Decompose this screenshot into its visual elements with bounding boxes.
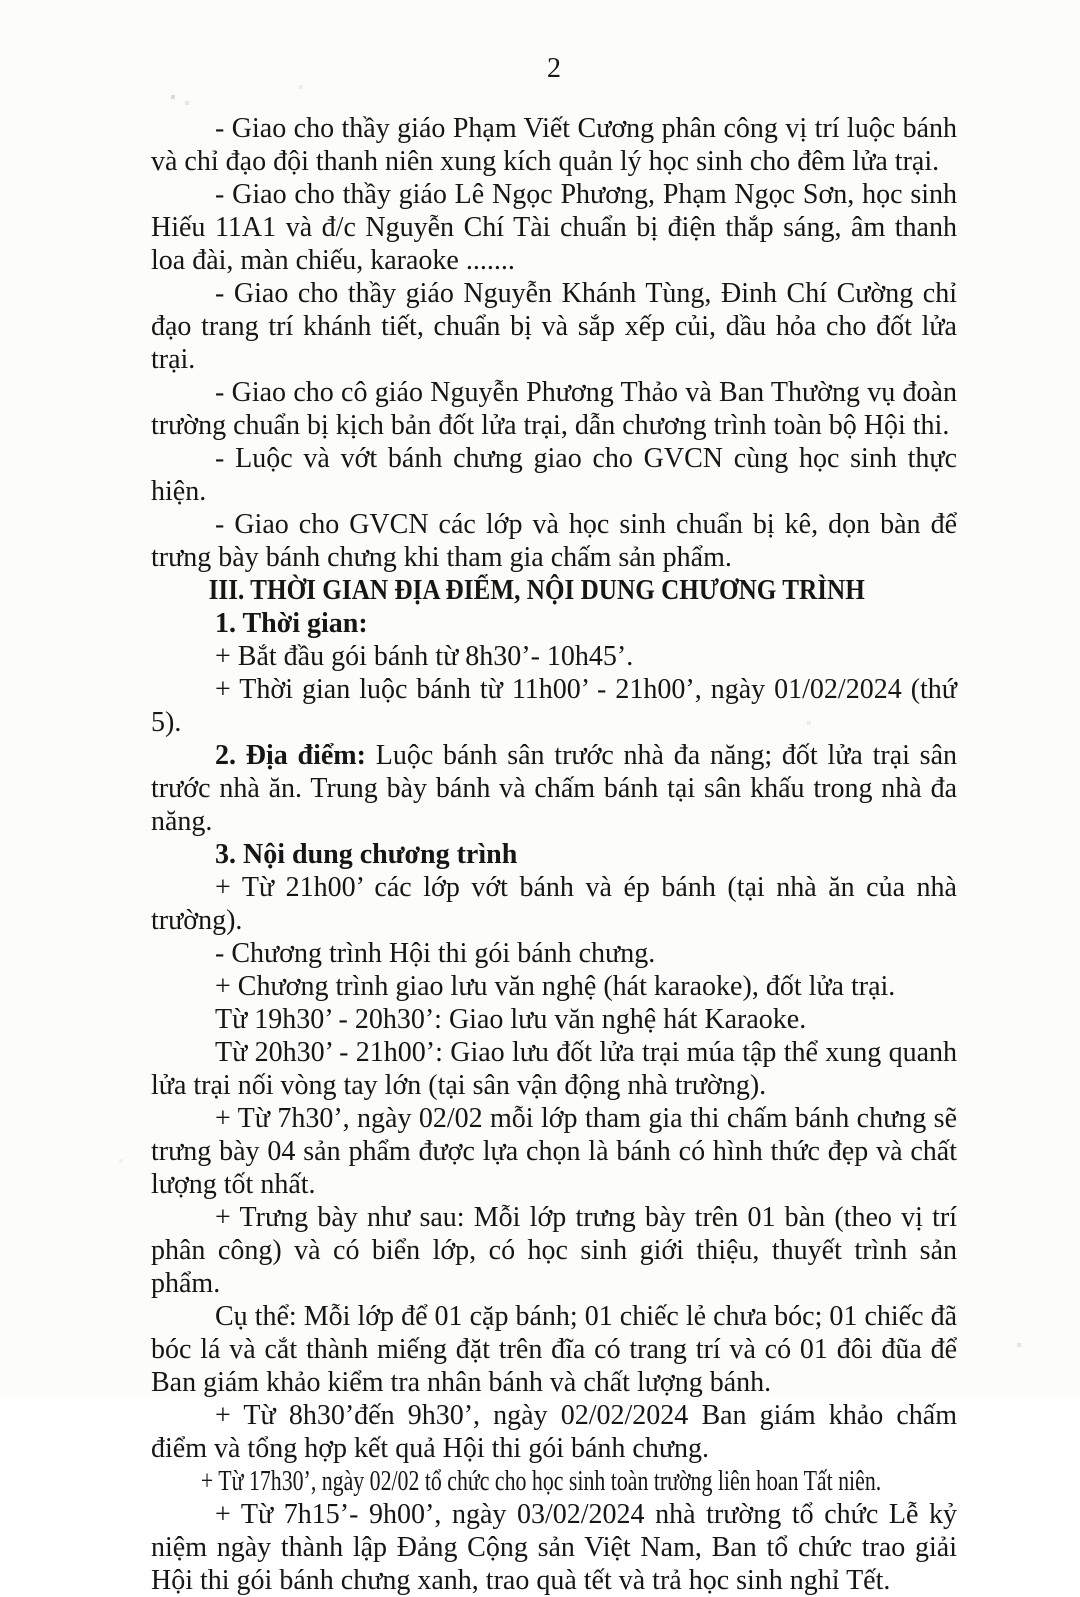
para-assignment-nguyen-khanh-tung: - Giao cho thầy giáo Nguyễn Khánh Tùng, Đinh Chí Cường chỉ đạo trang trí khánh tiết, chuẩn bị và sắp xếp củi, dầu hỏa cho đốt lửa trại. <box>151 278 957 375</box>
para-assignment-le-ngoc-phuong: - Giao cho thầy giáo Lê Ngọc Phương, Phạm Ngọc Sơn, học sinh Hiếu 11A1 và đ/c Nguyễn Chí Tài chuẩn bị điện thắp sáng, âm thanh loa đài, màn chiếu, karaoke ....... <box>151 179 957 276</box>
para-dia-diem-lead: 2. Địa điểm: <box>215 740 366 771</box>
para-trung-bay-quy-dinh: + Trưng bày như sau: Mỗi lớp trưng bày trên 01 bàn (theo vị trí phân công) và có biển lớp, có học sinh giới thiệu, thuyết trình sản phẩm. <box>151 1202 957 1299</box>
para-chuong-trinh-hoi-thi: - Chương trình Hội thi gói bánh chưng. <box>215 938 656 969</box>
scan-noise <box>0 0 2 2</box>
para-dia-diem-body: Luộc bánh sân trước nhà đa năng; đốt lửa trại sân trước nhà ăn. Trung bày bánh và chấm bánh tại sân khấu trong nhà đa năng. <box>151 740 957 837</box>
document-body <box>151 52 957 1597</box>
para-assignment-pham-viet-cuong: - Giao cho thầy giáo Phạm Viết Cương phân công vị trí luộc bánh và chỉ đạo đội thanh niên xung kích quản lý học sinh cho đêm lửa trại. <box>151 113 957 177</box>
para-vot-ep-banh: + Từ 21h00’ các lớp vớt bánh và ép bánh (tại nhà ăn của nhà trường). <box>151 872 957 936</box>
para-cu-the: Cụ thể: Mỗi lớp để 01 cặp bánh; 01 chiếc lẻ chưa bóc; 01 chiếc đã bóc lá và cắt thành miếng đặt trên đĩa có trang trí và có 01 đôi đũa để Ban giám khảo kiểm tra nhân bánh và chất lượng bánh. <box>151 1301 957 1398</box>
para-trung-bay-7h30: + Từ 7h30’, ngày 02/02 mỗi lớp tham gia thi chấm bánh chưng sẽ trưng bày 04 sản phẩm được lựa chọn là bánh có hình thức đẹp và chất lượng tốt nhất. <box>151 1103 957 1200</box>
para-le-ky-niem: + Từ 7h15’- 9h00’, ngày 03/02/2024 nhà trường tổ chức Lễ kỷ niệm ngày thành lập Đảng Cộng sản Việt Nam, Ban tổ chức trao giải Hội thi gói bánh chưng xanh, trao quà tết và trả học sinh nghỉ Tết. <box>151 1499 957 1596</box>
para-giao-luu-van-nghe: + Chương trình giao lưu văn nghệ (hát karaoke), đốt lửa trại. <box>215 971 896 1002</box>
para-lich-lua-trai: Từ 20h30’ - 21h00’: Giao lưu đốt lửa trại múa tập thể xung quanh lửa trại nối vòng tay lớn (tại sân vận động nhà trường). <box>151 1037 957 1101</box>
para-assignment-gvcn-trung-bay: - Giao cho GVCN các lớp và học sinh chuẩn bị kê, dọn bàn để trưng bày bánh chưng khi tham gia chấm sản phẩm. <box>151 509 957 573</box>
page-number: 2 <box>547 53 561 84</box>
para-cham-diem: + Từ 8h30’đến 9h30’, ngày 02/02/2024 Ban giám khảo chấm điểm và tổng hợp kết quả Hội thi gói bánh chưng. <box>151 1400 957 1464</box>
subheading-thoi-gian: 1. Thời gian: <box>215 608 368 639</box>
para-lien-hoan-tat-nien: + Từ 17h30’, ngày 02/02 tổ chức cho học sinh toàn trường liên hoan Tất niên. <box>200 1466 882 1497</box>
para-assignment-nguyen-phuong-thao: - Giao cho cô giáo Nguyễn Phương Thảo và Ban Thường vụ đoàn trường chuẩn bị kịch bản đốt lửa trại, dẫn chương trình toàn bộ Hội thi. <box>151 377 957 441</box>
section-heading-iii: III. THỜI GIAN ĐỊA ĐIỂM, NỘI DUNG CHƯƠNG TRÌNH <box>208 575 865 606</box>
para-lich-karaoke: Từ 19h30’ - 20h30’: Giao lưu văn nghệ hát Karaoke. <box>215 1004 807 1035</box>
subheading-noi-dung: 3. Nội dung chương trình <box>215 839 518 870</box>
para-dia-diem <box>151 739 957 838</box>
para-assignment-luoc-vot-banh: - Luộc và vớt bánh chưng giao cho GVCN cùng học sinh thực hiện. <box>151 443 957 507</box>
para-gio-goi-banh: + Bắt đầu gói bánh từ 8h30’- 10h45’. <box>215 641 634 672</box>
para-gio-luoc-banh: + Thời gian luộc bánh từ 11h00’ - 21h00’, ngày 01/02/2024 (thứ 5). <box>151 674 957 738</box>
